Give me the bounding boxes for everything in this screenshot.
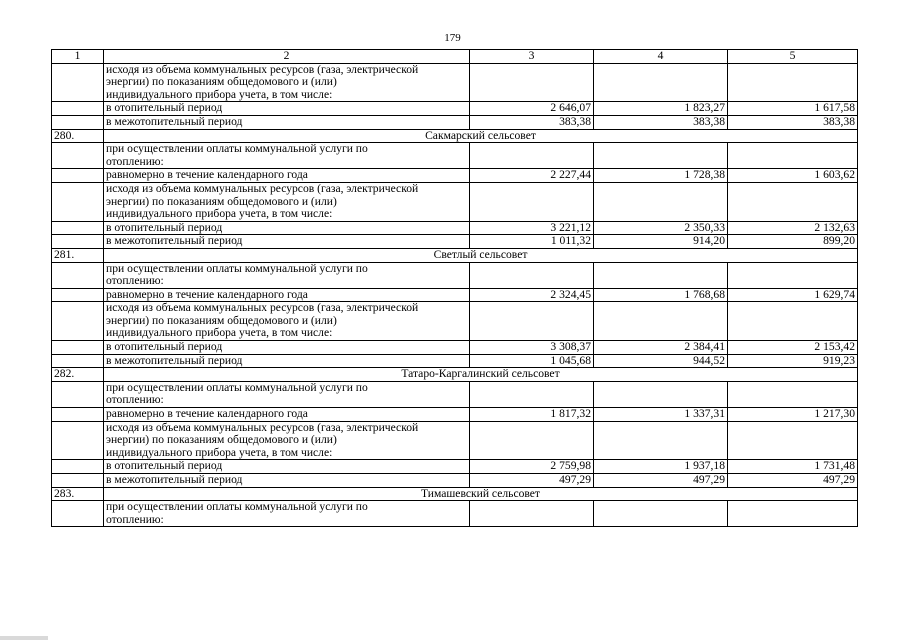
table-row	[52, 169, 858, 183]
section-number: 283.	[52, 487, 104, 501]
value-cell: 914,20	[594, 235, 728, 249]
empty-cell	[728, 182, 858, 221]
empty-cell	[52, 341, 104, 355]
row-label: в отопительный период	[104, 341, 470, 355]
value-cell: 2 324,45	[470, 288, 594, 302]
text-line: энергии) по показаниям общедомового и (или)	[106, 75, 337, 89]
section-name: Сакмарский сельсовет	[104, 129, 858, 143]
text-line: энергии) по показаниям общедомового и (или)	[106, 433, 337, 447]
value-cell: 2 132,63	[728, 221, 858, 235]
table-row	[52, 460, 858, 474]
section-number: 282.	[52, 368, 104, 382]
empty-cell	[52, 143, 104, 169]
value-cell: 1 629,74	[728, 288, 858, 302]
section-number: 281.	[52, 248, 104, 262]
value-cell: 383,38	[594, 115, 728, 129]
value-cell: 1 603,62	[728, 169, 858, 183]
text-line: при осуществлении оплаты коммунальной услуги по	[106, 381, 368, 394]
text-line: отоплению:	[106, 512, 164, 526]
table-row	[52, 102, 858, 116]
row-description	[104, 302, 470, 341]
text-line: отоплению:	[106, 274, 164, 288]
empty-cell	[594, 262, 728, 288]
text-line: при осуществлении оплаты коммунальной услуги по	[106, 142, 368, 156]
row-description	[104, 421, 470, 460]
row-label: в межотопительный период	[104, 235, 470, 249]
text-line: при осуществлении оплаты коммунальной услуги по	[106, 262, 368, 275]
table-row	[52, 115, 858, 129]
section-row	[52, 487, 858, 501]
empty-cell	[52, 235, 104, 249]
empty-cell	[594, 302, 728, 341]
empty-cell	[728, 501, 858, 527]
empty-cell	[594, 63, 728, 102]
empty-cell	[594, 381, 728, 407]
value-cell: 1 728,38	[594, 169, 728, 183]
empty-cell	[728, 421, 858, 460]
row-description	[104, 143, 470, 169]
table-row	[52, 63, 858, 102]
table-row	[52, 341, 858, 355]
table-row	[52, 501, 858, 527]
page-number: 179	[444, 32, 461, 44]
table-row	[52, 288, 858, 302]
row-label: в межотопительный период	[104, 474, 470, 488]
empty-cell	[594, 182, 728, 221]
column-header: 1	[52, 50, 104, 64]
table-row	[52, 182, 858, 221]
empty-cell	[728, 63, 858, 102]
row-label: в межотопительный период	[104, 115, 470, 129]
empty-cell	[470, 262, 594, 288]
text-line: энергии) по показаниям общедомового и (или)	[106, 313, 337, 327]
value-cell: 2 759,98	[470, 460, 594, 474]
text-line: отоплению:	[106, 393, 164, 407]
table-row	[52, 381, 858, 407]
row-label: в межотопительный период	[104, 354, 470, 368]
text-line: исходя из объема коммунальных ресурсов (газа, электрической	[106, 63, 419, 76]
text-line: индивидуального прибора учета, в том числе:	[106, 326, 333, 340]
row-label: равномерно в течение календарного года	[104, 169, 470, 183]
row-label: в отопительный период	[104, 102, 470, 116]
empty-cell	[52, 262, 104, 288]
value-cell: 1 217,30	[728, 408, 858, 422]
text-line: отоплению:	[106, 154, 164, 168]
empty-cell	[728, 143, 858, 169]
value-cell: 3 221,12	[470, 221, 594, 235]
row-description	[104, 381, 470, 407]
empty-cell	[594, 143, 728, 169]
text-line: исходя из объема коммунальных ресурсов (газа, электрической	[106, 182, 419, 195]
scan-edge-mark	[0, 636, 48, 640]
empty-cell	[52, 169, 104, 183]
value-cell: 2 646,07	[470, 102, 594, 116]
empty-cell	[52, 221, 104, 235]
empty-cell	[52, 63, 104, 102]
value-cell: 383,38	[470, 115, 594, 129]
row-description	[104, 501, 470, 527]
text-line: индивидуального прибора учета, в том числе:	[106, 207, 333, 221]
row-label: равномерно в течение календарного года	[104, 408, 470, 422]
text-line: индивидуального прибора учета, в том числе:	[106, 445, 333, 459]
text-line: исходя из объема коммунальных ресурсов (газа, электрической	[106, 421, 419, 434]
empty-cell	[52, 474, 104, 488]
empty-cell	[470, 63, 594, 102]
value-cell: 1 731,48	[728, 460, 858, 474]
section-name: Тимашевский сельсовет	[104, 487, 858, 501]
text-line: энергии) по показаниям общедомового и (или)	[106, 194, 337, 208]
value-cell: 1 817,32	[470, 408, 594, 422]
empty-cell	[52, 421, 104, 460]
row-label: в отопительный период	[104, 221, 470, 235]
table-row	[52, 474, 858, 488]
empty-cell	[728, 302, 858, 341]
value-cell: 1 011,32	[470, 235, 594, 249]
value-cell: 1 045,68	[470, 354, 594, 368]
row-description	[104, 182, 470, 221]
empty-cell	[594, 501, 728, 527]
table-row	[52, 354, 858, 368]
column-header-row	[52, 50, 858, 64]
empty-cell	[52, 302, 104, 341]
empty-cell	[52, 381, 104, 407]
empty-cell	[470, 182, 594, 221]
empty-cell	[52, 408, 104, 422]
value-cell: 1 823,27	[594, 102, 728, 116]
empty-cell	[52, 102, 104, 116]
table-row	[52, 143, 858, 169]
empty-cell	[52, 115, 104, 129]
empty-cell	[52, 501, 104, 527]
table-row	[52, 235, 858, 249]
row-description	[104, 63, 470, 102]
empty-cell	[52, 182, 104, 221]
value-cell: 2 227,44	[470, 169, 594, 183]
empty-cell	[52, 288, 104, 302]
column-header: 2	[104, 50, 470, 64]
table-row	[52, 421, 858, 460]
row-label: в отопительный период	[104, 460, 470, 474]
value-cell: 899,20	[728, 235, 858, 249]
column-header: 5	[728, 50, 858, 64]
table-row	[52, 262, 858, 288]
empty-cell	[728, 381, 858, 407]
empty-cell	[52, 460, 104, 474]
value-cell: 1 768,68	[594, 288, 728, 302]
value-cell: 1 937,18	[594, 460, 728, 474]
column-header: 4	[594, 50, 728, 64]
value-cell: 1 617,58	[728, 102, 858, 116]
value-cell: 2 350,33	[594, 221, 728, 235]
empty-cell	[470, 302, 594, 341]
value-cell: 2 384,41	[594, 341, 728, 355]
empty-cell	[470, 381, 594, 407]
column-header: 3	[470, 50, 594, 64]
section-row	[52, 368, 858, 382]
value-cell: 497,29	[594, 474, 728, 488]
empty-cell	[470, 421, 594, 460]
value-cell: 944,52	[594, 354, 728, 368]
value-cell: 919,23	[728, 354, 858, 368]
empty-cell	[728, 262, 858, 288]
value-cell: 497,29	[728, 474, 858, 488]
value-cell: 3 308,37	[470, 341, 594, 355]
table-row	[52, 221, 858, 235]
empty-cell	[470, 501, 594, 527]
row-label: равномерно в течение календарного года	[104, 288, 470, 302]
section-number: 280.	[52, 129, 104, 143]
empty-cell	[52, 354, 104, 368]
empty-cell	[594, 421, 728, 460]
value-cell: 2 153,42	[728, 341, 858, 355]
section-name: Татаро-Каргалинский сельсовет	[104, 368, 858, 382]
text-line: исходя из объема коммунальных ресурсов (газа, электрической	[106, 301, 419, 315]
empty-cell	[470, 143, 594, 169]
text-line: индивидуального прибора учета, в том числе:	[106, 87, 333, 101]
value-cell: 1 337,31	[594, 408, 728, 422]
section-name: Светлый сельсовет	[104, 248, 858, 262]
section-row	[52, 248, 858, 262]
value-cell: 497,29	[470, 474, 594, 488]
value-cell: 383,38	[728, 115, 858, 129]
tariff-table	[51, 49, 858, 527]
section-row	[52, 129, 858, 143]
row-description	[104, 262, 470, 288]
table-row	[52, 408, 858, 422]
text-line: при осуществлении оплаты коммунальной услуги по	[106, 500, 368, 514]
table-row	[52, 302, 858, 341]
